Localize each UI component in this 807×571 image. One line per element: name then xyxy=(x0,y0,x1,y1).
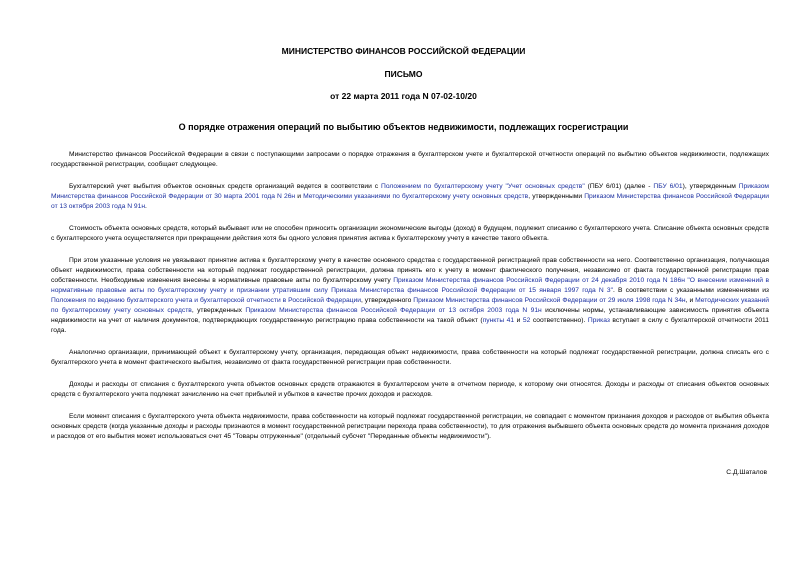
link-methodical-guidelines[interactable]: Методическими указаниями по бухгалтерскому учету основных средств xyxy=(303,193,529,200)
link-pbu-6-01-short[interactable]: ПБУ 6/01 xyxy=(653,183,683,190)
text: и xyxy=(295,193,304,200)
text: вступает в силу с бухгалтерской отчетности 2011 года. xyxy=(51,317,769,334)
link-methodical-guidelines-2[interactable]: Методических указаний по бухгалтерскому учету основных средств xyxy=(51,297,769,314)
document-subject: О порядке отражения операций по выбытию объектов недвижимости, подлежащих госрегистрации xyxy=(178,122,629,132)
document-date-number: от 22 марта 2011 года N 07-02-10/20 xyxy=(330,91,477,101)
link-order[interactable]: Приказ xyxy=(587,317,610,324)
link-order-91n-2[interactable]: Приказом Министерства финансов Российской Федерации от 13 октября 2003 года N 91н xyxy=(245,307,542,314)
text: и xyxy=(514,317,523,324)
paragraph-6: Доходы и расходы от списания с бухгалтерского учета объектов основных средств отражаются в бухгалтерском учете в отчетном периоде, к которому они относятся. Доходы и расходы от списания объектов основных средств с бухгалтерского учета подлежат зачислению на счет прибылей и убытков в качестве прочих доходов и расходов. xyxy=(51,381,769,398)
paragraph-2 xyxy=(51,182,769,212)
signature: С.Д.Шаталов xyxy=(726,469,767,476)
link-order-186n[interactable]: Приказом Министерства финансов Российской Федерации от 24 декабря 2010 года N 186н "О внесении изменений в нормативные правовые акты по бухгалтерскому учету и признании утратившим силу Приказа Министерства финансов Российской Федерации от 15 января 1997 года N 3" xyxy=(51,277,769,294)
text: , утвержденными xyxy=(528,193,585,200)
text: , и xyxy=(685,297,696,304)
paragraph-5: Аналогично организации, принимающей объект к бухгалтерскому учету, организация, передающая объект недвижимости, права собственности на который подлежат государственной регистрации, должна списать его с бухгалтерского учета в момент фактического выбытия, независимо от факта государственной регистрации прав собственности. xyxy=(51,349,769,366)
paragraph-4 xyxy=(51,256,769,336)
paragraph-7: Если момент списания с бухгалтерского учета объекта недвижимости, права собственности на который подлежат государственной регистрации, не совпадает с моментом признания доходов и расходов от выбытия объекта основных средств (когда указанные доходы и расходы признаются в момент государственной регистрации перехода права собственности), то для отражения выбывшего объекта основных средств до момента признания доходов и расходов от его выбытия может использоваться счет 45 "Товары отгруженные" (отдельный субсчет "Переданные объекты недвижимости"). xyxy=(51,413,769,440)
text: исключены нормы, устанавливающие зависимость принятия объекта недвижимости на учет от наличия документов, подтверждающих государственную регистрацию права собственности на такой объект ( xyxy=(51,307,770,324)
link-point-41[interactable]: пункты 41 xyxy=(482,317,515,324)
link-order-34n[interactable]: Приказом Министерства финансов Российской Федерации от 29 июля 1998 года N 34н xyxy=(413,297,686,304)
text: , утвержденного xyxy=(360,297,414,304)
ministry-heading: МИНИСТЕРСТВО ФИНАНСОВ РОССИЙСКОЙ ФЕДЕРАЦИИ xyxy=(281,46,526,56)
link-order-26n[interactable]: Приказом Министерства финансов Российской Федерации от 30 марта 2001 года N 26н xyxy=(51,183,770,200)
text: . xyxy=(145,203,147,210)
text: При этом указанные условия не увязывают принятие актива к бухгалтерскому учету в качестве основного средства с государственной регистрацией прав собственности на него. Соответственно организация, получающая объект недвижимости, права собственности на который подлежат государственной регистрации, должна принять его к учету в момент фактического получения, независимо от факта государственной регистрации прав собственности. Необходимые изменения внесены в нормативные правовые акты по бухгалтерскому учету xyxy=(51,257,769,284)
link-pbu-6-01[interactable]: Положением по бухгалтерскому учету "Учет основных средств" xyxy=(381,183,585,190)
text: Бухгалтерский учет выбытия объектов основных средств организаций ведется в соответствии с xyxy=(69,183,382,190)
document-body xyxy=(51,150,769,454)
text: ), утвержденным xyxy=(682,183,739,190)
text: , утвержденных xyxy=(191,307,246,314)
link-point-52[interactable]: 52 xyxy=(522,317,531,324)
paragraph-1: Министерство финансов Российской Федерации в связи с поступающими запросами о порядке отражения в бухгалтерском учете и бухгалтерской отчетности операций по выбытию объектов недвижимости, подлежащих государственной регистрации, сообщает следующее. xyxy=(51,151,769,168)
text: соответственно). xyxy=(530,317,588,324)
text: . В соответствии с указанными изменениями из xyxy=(612,287,769,294)
link-order-91n[interactable]: Приказом Министерства финансов Российской Федерации от 13 октября 2003 года N 91н xyxy=(51,193,769,210)
link-accounting-regulation[interactable]: Положения по ведению бухгалтерского учета и бухгалтерской отчетности в Российской Федерации xyxy=(51,297,361,304)
text: (ПБУ 6/01) (далее - xyxy=(584,183,654,190)
paragraph-3: Стоимость объекта основных средств, который выбывает или не способен приносить организации экономические выгоды (доход) в будущем, подлежит списанию с бухгалтерского учета. Списание объекта основных средств с бухгалтерского учета осуществляется при прекращении действия хотя бы одного условия принятия актива к бухгалтерскому учету в качестве такого объекта. xyxy=(51,225,769,242)
document-type: ПИСЬМО xyxy=(384,69,423,79)
